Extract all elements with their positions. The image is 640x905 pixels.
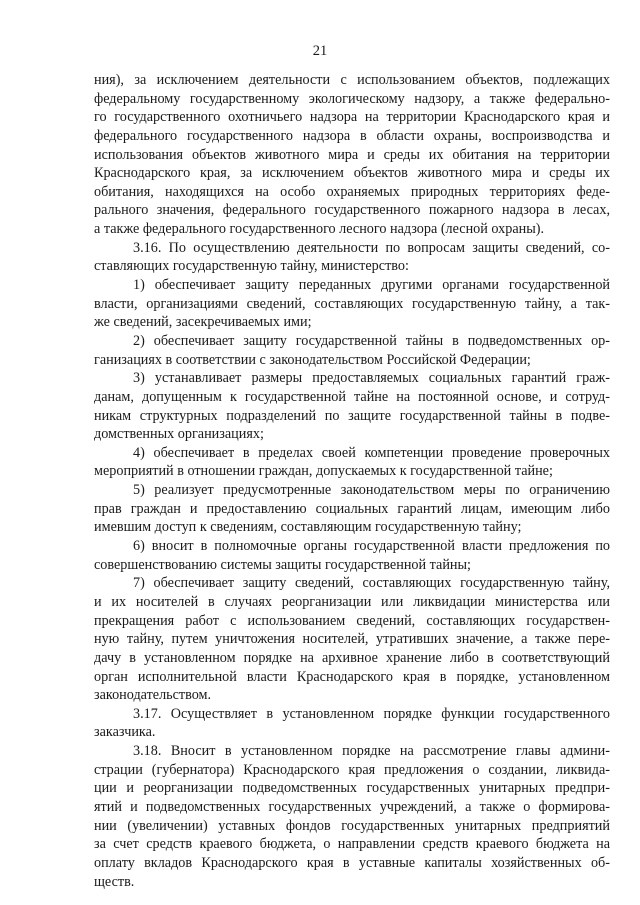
text-line: го государственного охотничьего надзора на территории Краснодарского края и <box>94 109 610 126</box>
list-item-3: 3) устанавливает размеры предоставляемых социальных гарантий граж- <box>133 370 610 387</box>
body-text <box>94 71 610 891</box>
text-line: имевшим доступ к сведениям, составляющим государственную тайну; <box>94 519 522 536</box>
list-item-1: 1) обеспечивает защиту переданных другими органами государственной <box>133 277 610 294</box>
paragraph-3-16-heading: 3.16. По осуществлению деятельности по вопросам защиты сведений, со- <box>133 239 610 256</box>
text-line: за счет средств краевого бюджета, о направлении средств краевого бюджета на <box>94 836 610 853</box>
list-item-5: 5) реализует предусмотренные законодательством меры по ограничению <box>133 482 610 499</box>
text-line: орган исполнительной власти Краснодарского края в порядке, установленном <box>94 668 610 685</box>
text-line: совершенствованию системы защиты государственной тайны; <box>94 556 471 573</box>
text-line: оплату вкладов Краснодарского края в уставные капиталы хозяйственных об- <box>94 854 610 871</box>
text-line: ятий и подведомственных государственных учреждений, а также о формирова- <box>94 798 610 815</box>
text-line: ную тайну, путем уничтожения носителей, утративших значение, а также пере- <box>94 631 610 648</box>
text-line: федерального государственного надзора в области охраны, воспроизводства и <box>94 127 610 144</box>
text-line: Краснодарского края, за исключением объектов животного мира и среды их <box>94 165 610 182</box>
text-line: а также федерального государственного лесного надзора (лесной охраны). <box>94 221 545 238</box>
text-line: ганизациях в соответствии с законодательством Российской Федерации; <box>94 351 531 368</box>
paragraph-3-17: 3.17. Осуществляет в установленном порядке функции государственного <box>133 705 610 722</box>
text-line: использования объектов животного мира и среды их обитания на территории <box>94 146 610 163</box>
text-line: законодательством. <box>94 687 212 704</box>
list-item-7: 7) обеспечивает защиту сведений, составляющих государственную тайну, <box>133 575 610 592</box>
text-line: страции (губернатора) Краснодарского края предложения о создании, ликвида- <box>94 761 610 778</box>
text-line: власти, организациями сведений, составляющих государственную тайну, а так- <box>94 295 610 312</box>
text-line: прекращения работ с использованием сведений, составляющих государствен- <box>94 612 610 629</box>
text-line: прав граждан и предоставлению социальных гарантий лицам, имеющим либо <box>94 500 610 517</box>
text-line: рального значения, федерального государственного пожарного надзора в лесах, <box>94 202 610 219</box>
page-number: 21 <box>312 43 328 59</box>
list-item-4: 4) обеспечивает в пределах своей компетенции проведение проверочных <box>133 444 610 461</box>
paragraph-3-18: 3.18. Вносит в установленном порядке на рассмотрение главы админи- <box>133 743 610 760</box>
text-line: же сведений, засекречиваемых ими; <box>94 314 312 331</box>
text-line: заказчика. <box>94 724 156 741</box>
text-line: и их носителей в случаях реорганизации или ликвидации министерства или <box>94 593 610 610</box>
text-line: домственных организациях; <box>94 426 264 443</box>
text-line: федеральному государственному экологическому надзору, а также федерально- <box>94 90 610 107</box>
text-line: никам структурных подразделений по защите государственной тайны в подве- <box>94 407 610 424</box>
list-item-6: 6) вносит в полномочные органы государственной власти предложения по <box>133 538 610 555</box>
text-line: нии (увеличении) уставных фондов государственных унитарных предприятий <box>94 817 610 834</box>
text-line: ния), за исключением деятельности с использованием объектов, подлежащих <box>94 72 610 88</box>
text-line: ществ. <box>94 873 135 890</box>
text-line: дачу в установленном порядке на архивное хранение либо в соответствующий <box>94 649 610 666</box>
text-line: ции и реорганизации подведомственных государственных унитарных предпри- <box>94 780 610 797</box>
list-item-2: 2) обеспечивает защиту государственной тайны в подведомственных ор- <box>133 332 610 349</box>
text-line: обитания, находящихся на особо охраняемых природных территориях феде- <box>94 183 610 200</box>
text-line: данам, допущенным к государственной тайне на постоянной основе, и сотруд- <box>94 388 610 405</box>
text-line: ставляющих государственную тайну, министерство: <box>94 258 409 275</box>
text-line: мероприятий в отношении граждан, допускаемых к государственной тайне; <box>94 463 553 480</box>
